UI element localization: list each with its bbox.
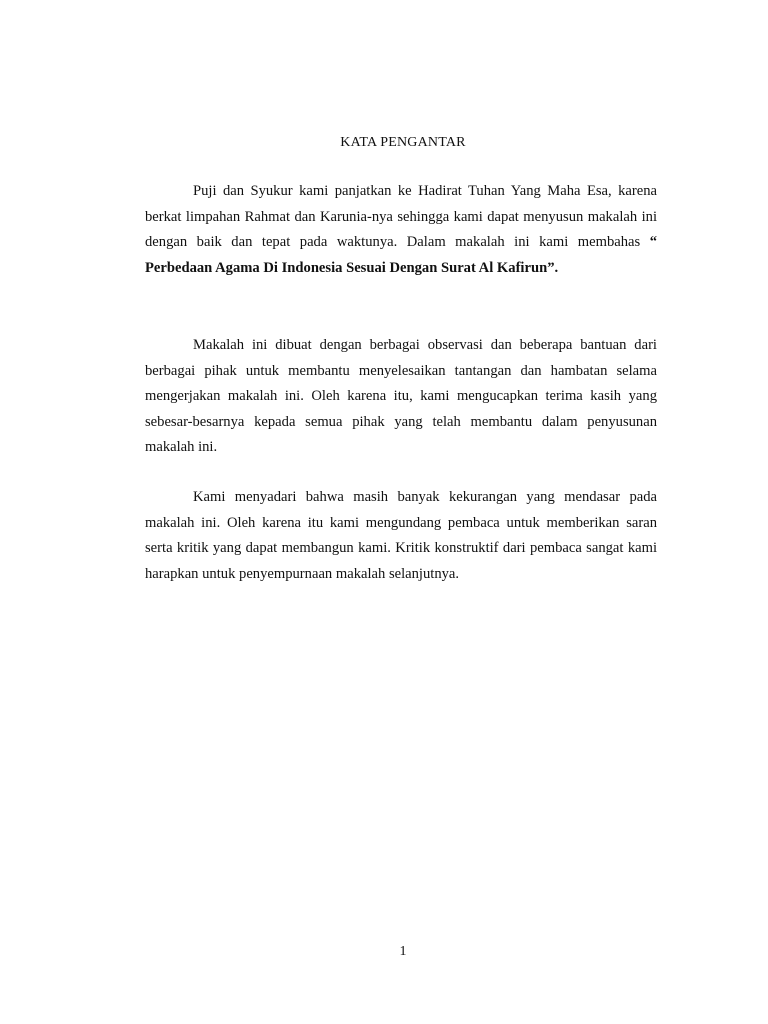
paragraph-thanks <box>145 333 657 461</box>
paragraph-closing <box>145 485 657 587</box>
paragraph-intro <box>145 179 657 281</box>
page-number: 1 <box>399 944 407 959</box>
paragraph-thanks-text: Makalah ini dibuat dengan berbagai observasi dan beberapa bantuan dari berbagai pihak untuk membantu menyelesaikan tantangan dan hambatan selama mengerjakan makalah ini. Oleh karena itu, kami mengucapkan terima kasih yang sebesar-besarnya kepada semua pihak yang telah membantu dalam penyusunan makalah ini. <box>145 337 657 455</box>
page-title: KATA PENGANTAR <box>340 135 466 150</box>
paragraph-intro-text: Puji dan Syukur kami panjatkan ke Hadirat Tuhan Yang Maha Esa, karena berkat limpahan Rahmat dan Karunia-nya sehingga kami dapat menyusun makalah ini dengan baik dan tepat pada waktunya. Dalam makalah ini kami membahas <box>145 183 657 250</box>
paragraph-intro-bold-title: “ Perbedaan Agama Di Indonesia Sesuai Dengan Surat Al Kafirun”. <box>145 234 657 276</box>
paragraph-closing-text: Kami menyadari bahwa masih banyak kekurangan yang mendasar pada makalah ini. Oleh karena itu kami mengundang pembaca untuk memberikan saran serta kritik yang dapat membangun kami. Kritik konstruktif dari pembaca sangat kami harapkan untuk penyempurnaan makalah selanjutnya. <box>145 489 657 582</box>
